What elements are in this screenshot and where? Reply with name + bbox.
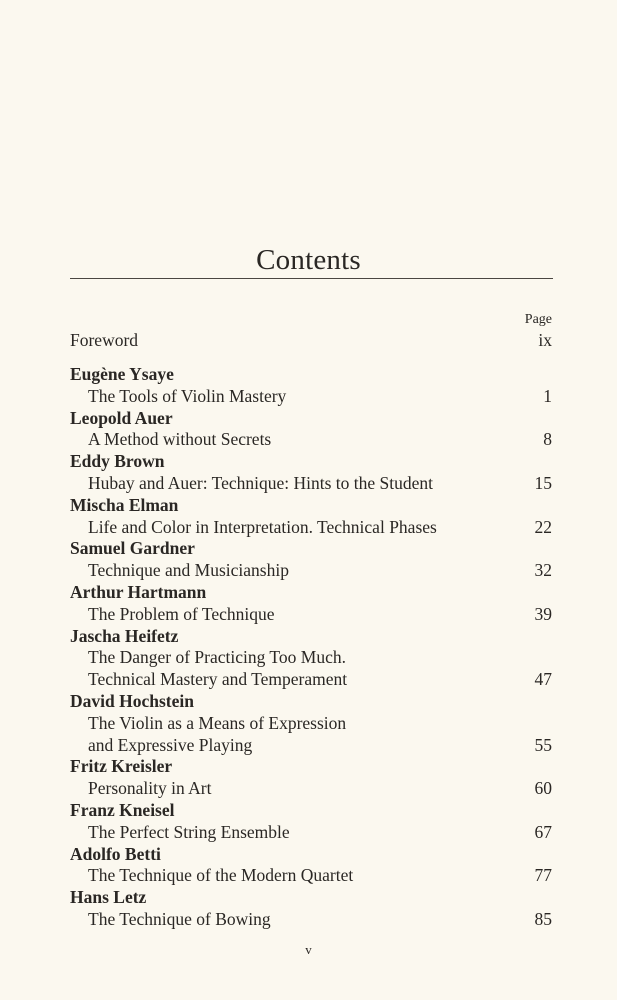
page-folio: v — [305, 942, 312, 957]
toc-essay-title — [70, 472, 552, 494]
toc-essay-text: A Method without Secrets — [88, 429, 272, 450]
toc-essay-text: The Technique of the Modern Quartet — [88, 865, 354, 886]
toc-author: Fritz Kreisler — [70, 756, 173, 777]
page-column-header: Page — [524, 312, 552, 327]
toc-author: Adolfo Betti — [70, 843, 161, 864]
toc-page-number: 22 — [534, 516, 552, 537]
toc-author: Leopold Auer — [70, 407, 173, 428]
toc-essay-text: The Technique of Bowing — [88, 909, 271, 929]
toc-page-number: 32 — [534, 560, 552, 581]
toc-page-number: 15 — [534, 473, 552, 493]
toc-page-number: 67 — [534, 821, 552, 842]
toc-page-number: 47 — [534, 669, 552, 690]
toc-essay-title — [70, 908, 552, 930]
toc-essay-text: Personality in Art — [88, 778, 212, 799]
toc-essay-text: The Violin as a Means of Expression — [88, 712, 347, 733]
toc-essay-text: Life and Color in Interpretation. Technical Phases — [88, 516, 437, 537]
toc-page-number: 55 — [534, 734, 552, 755]
toc-essay-text: Technique and Musicianship — [88, 560, 289, 581]
foreword-line — [70, 329, 552, 351]
toc-page-number: 85 — [534, 909, 552, 929]
toc-essay-title — [70, 668, 552, 690]
toc-essay-text: and Expressive Playing — [88, 734, 253, 755]
toc-essay-title — [70, 646, 552, 668]
toc-essay-text: The Problem of Technique — [88, 603, 275, 624]
toc-essay-title — [70, 734, 552, 756]
toc-essay-text: Hubay and Auer: Technique: Hints to the Student — [88, 473, 433, 493]
toc-essay-title — [70, 516, 552, 538]
toc-essay-title — [70, 428, 552, 450]
toc-essay-text: Technical Mastery and Temperament — [88, 669, 348, 690]
title-rule — [70, 278, 553, 279]
toc-page-number: 8 — [543, 429, 552, 450]
foreword-label: Foreword — [70, 330, 139, 350]
toc-author: Mischa Elman — [70, 494, 179, 515]
toc-author: Arthur Hartmann — [70, 582, 207, 602]
toc-page-number: 1 — [543, 385, 552, 406]
toc-essay-title — [70, 603, 552, 625]
toc-author: Eugène Ysaye — [70, 364, 174, 384]
toc-author: Eddy Brown — [70, 451, 165, 472]
toc-author: Jascha Heifetz — [70, 625, 179, 646]
toc-page-number: 60 — [534, 778, 552, 799]
toc-author: Hans Letz — [70, 887, 147, 908]
toc-essay-title — [70, 864, 552, 886]
toc-author: David Hochstein — [70, 691, 194, 711]
page-title: Contents — [256, 244, 361, 276]
toc-essay-title — [70, 777, 552, 799]
toc-page-number: 39 — [534, 603, 552, 624]
toc-essay-title — [70, 385, 552, 407]
toc-author: Franz Kneisel — [70, 800, 175, 820]
foreword-page: ix — [538, 330, 552, 350]
toc-author: Samuel Gardner — [70, 538, 195, 559]
toc-essay-text: The Perfect String Ensemble — [88, 821, 290, 842]
toc-page-number: 77 — [534, 865, 552, 886]
toc-essay-title — [70, 712, 552, 734]
toc-essay-title — [70, 559, 552, 581]
toc-essay-title — [70, 821, 552, 843]
toc-essay-text: The Tools of Violin Mastery — [88, 385, 287, 406]
toc-essay-text: The Danger of Practicing Too Much. — [88, 647, 346, 668]
